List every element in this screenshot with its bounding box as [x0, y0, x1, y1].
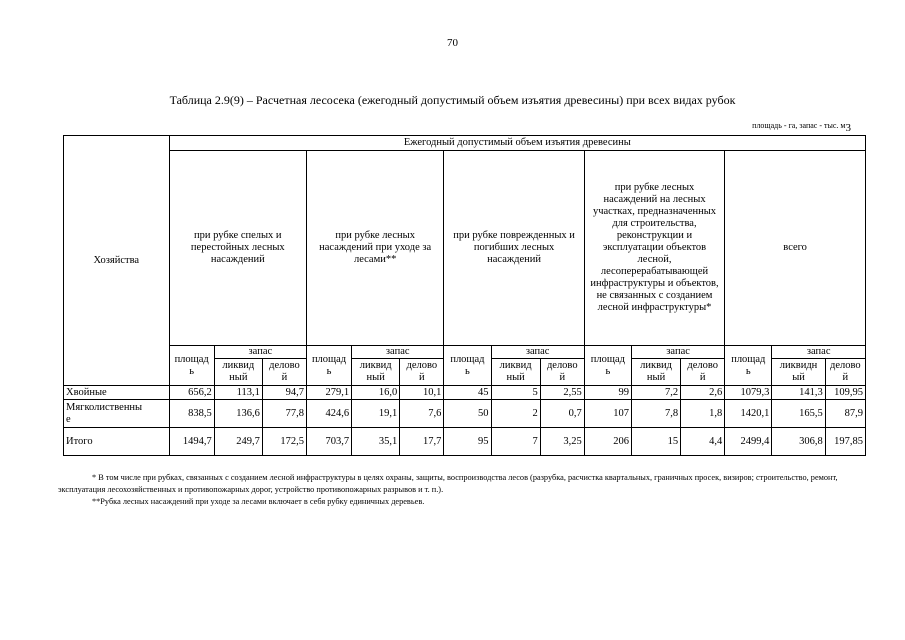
cell: 35,1 [352, 428, 400, 456]
cell: 94,7 [262, 386, 306, 400]
header-stock-3: запас [491, 346, 584, 359]
cell: 0,7 [540, 400, 584, 428]
units-note [752, 119, 851, 134]
cell: 2 [491, 400, 540, 428]
page-number: 70 [447, 37, 458, 49]
header-area-4: площад ь [584, 346, 631, 386]
cell: 1079,3 [725, 386, 772, 400]
cell: 172,5 [262, 428, 306, 456]
header-area-5: площад ь [725, 346, 772, 386]
header-business-5: делово й [825, 359, 865, 386]
cell: 5 [491, 386, 540, 400]
cell: 197,85 [825, 428, 865, 456]
row-label: Хвойные [64, 386, 170, 400]
header-business-3: делово й [540, 359, 584, 386]
header-stock-2: запас [352, 346, 444, 359]
cell: 7 [491, 428, 540, 456]
cell: 10,1 [400, 386, 444, 400]
header-mature-cut: при рубке спелых и перестойных лесных насаждений [169, 151, 306, 346]
cell: 249,7 [214, 428, 262, 456]
header-total: всего [725, 151, 866, 346]
table-row [64, 400, 866, 428]
row-label: Мягколиственны е [64, 400, 170, 428]
cell: 17,7 [400, 428, 444, 456]
table-row [64, 386, 866, 400]
cell: 136,6 [214, 400, 262, 428]
cell: 16,0 [352, 386, 400, 400]
header-business-4: делово й [681, 359, 725, 386]
cell: 2499,4 [725, 428, 772, 456]
header-liquid-4: ликвид ный [631, 359, 680, 386]
cell: 1420,1 [725, 400, 772, 428]
cell: 15 [631, 428, 680, 456]
header-liquid-3: ликвид ный [491, 359, 540, 386]
cell: 165,5 [772, 400, 825, 428]
cell: 424,6 [306, 400, 351, 428]
cell: 2,55 [540, 386, 584, 400]
header-liquid-2: ликвид ный [352, 359, 400, 386]
cell: 45 [444, 386, 491, 400]
header-area-3: площад ь [444, 346, 491, 386]
footnote-infrastructure: * В том числе при рубках, связанных с созданием лесной инфраструктуры в целях охраны, защиты, воспроизводства лесов (разрубка, расчистка квартальных, граничных просек, визиров; строительство, ремонт, эксплуатация лесохозяйственных и противопожарных дорог, устройство противопожарных разрывов и т. п.). [58, 473, 838, 494]
table-title: Таблица 2.9(9) – Расчетная лесосека (ежегодный допустимый объем изъятия древесины) при всех видах рубок [169, 93, 736, 107]
cell: 77,8 [262, 400, 306, 428]
header-stock-1: запас [214, 346, 306, 359]
cell: 703,7 [306, 428, 351, 456]
header-care-cut: при рубке лесных насаждений при уходе за лесами** [306, 151, 443, 346]
header-stock-5: запас [772, 346, 866, 359]
cell: 279,1 [306, 386, 351, 400]
cell: 4,4 [681, 428, 725, 456]
cell: 7,2 [631, 386, 680, 400]
cell: 3,25 [540, 428, 584, 456]
cell: 1494,7 [169, 428, 214, 456]
header-liquid-5: ликвидн ый [772, 359, 825, 386]
cell: 109,95 [825, 386, 865, 400]
table-row [64, 428, 866, 456]
cell: 7,6 [400, 400, 444, 428]
cell: 306,8 [772, 428, 825, 456]
header-group: Ежегодный допустимый объем изъятия древесины [169, 136, 865, 151]
cell: 2,6 [681, 386, 725, 400]
cell: 87,9 [825, 400, 865, 428]
cell: 95 [444, 428, 491, 456]
header-farm: Хозяйства [64, 136, 170, 386]
cell: 19,1 [352, 400, 400, 428]
footnote-care-cut: **Рубка лесных насаждений при уходе за лесами включает в себя рубку единичных деревьев. [92, 497, 425, 506]
row-label: Итого [64, 428, 170, 456]
header-infrastructure-cut: при рубке лесных насаждений на лесных участках, предназначенных для строительства, реконструкции и эксплуатации объектов лесной, лесоперерабатывающей инфраструктуры и объектов, не связанных с созданием лесной инфраструктуры* [584, 151, 724, 346]
cell: 107 [584, 400, 631, 428]
header-business-1: делово й [262, 359, 306, 386]
cell: 1,8 [681, 400, 725, 428]
cell: 656,2 [169, 386, 214, 400]
units-text: площадь - га, запас - тыс. м [752, 121, 846, 130]
footnotes [58, 472, 858, 508]
allowable-cut-table [63, 135, 866, 456]
header-damaged-cut: при рубке поврежденных и погибших лесных насаждений [444, 151, 584, 346]
cell: 99 [584, 386, 631, 400]
header-liquid-1: ликвид ный [214, 359, 262, 386]
header-business-2: делово й [400, 359, 444, 386]
cell: 141,3 [772, 386, 825, 400]
cell: 50 [444, 400, 491, 428]
header-area-1: площад ь [169, 346, 214, 386]
cell: 838,5 [169, 400, 214, 428]
cell: 206 [584, 428, 631, 456]
cell: 113,1 [214, 386, 262, 400]
header-stock-4: запас [631, 346, 724, 359]
header-area-2: площад ь [306, 346, 351, 386]
units-superscript: 3 [845, 122, 851, 134]
cell: 7,8 [631, 400, 680, 428]
